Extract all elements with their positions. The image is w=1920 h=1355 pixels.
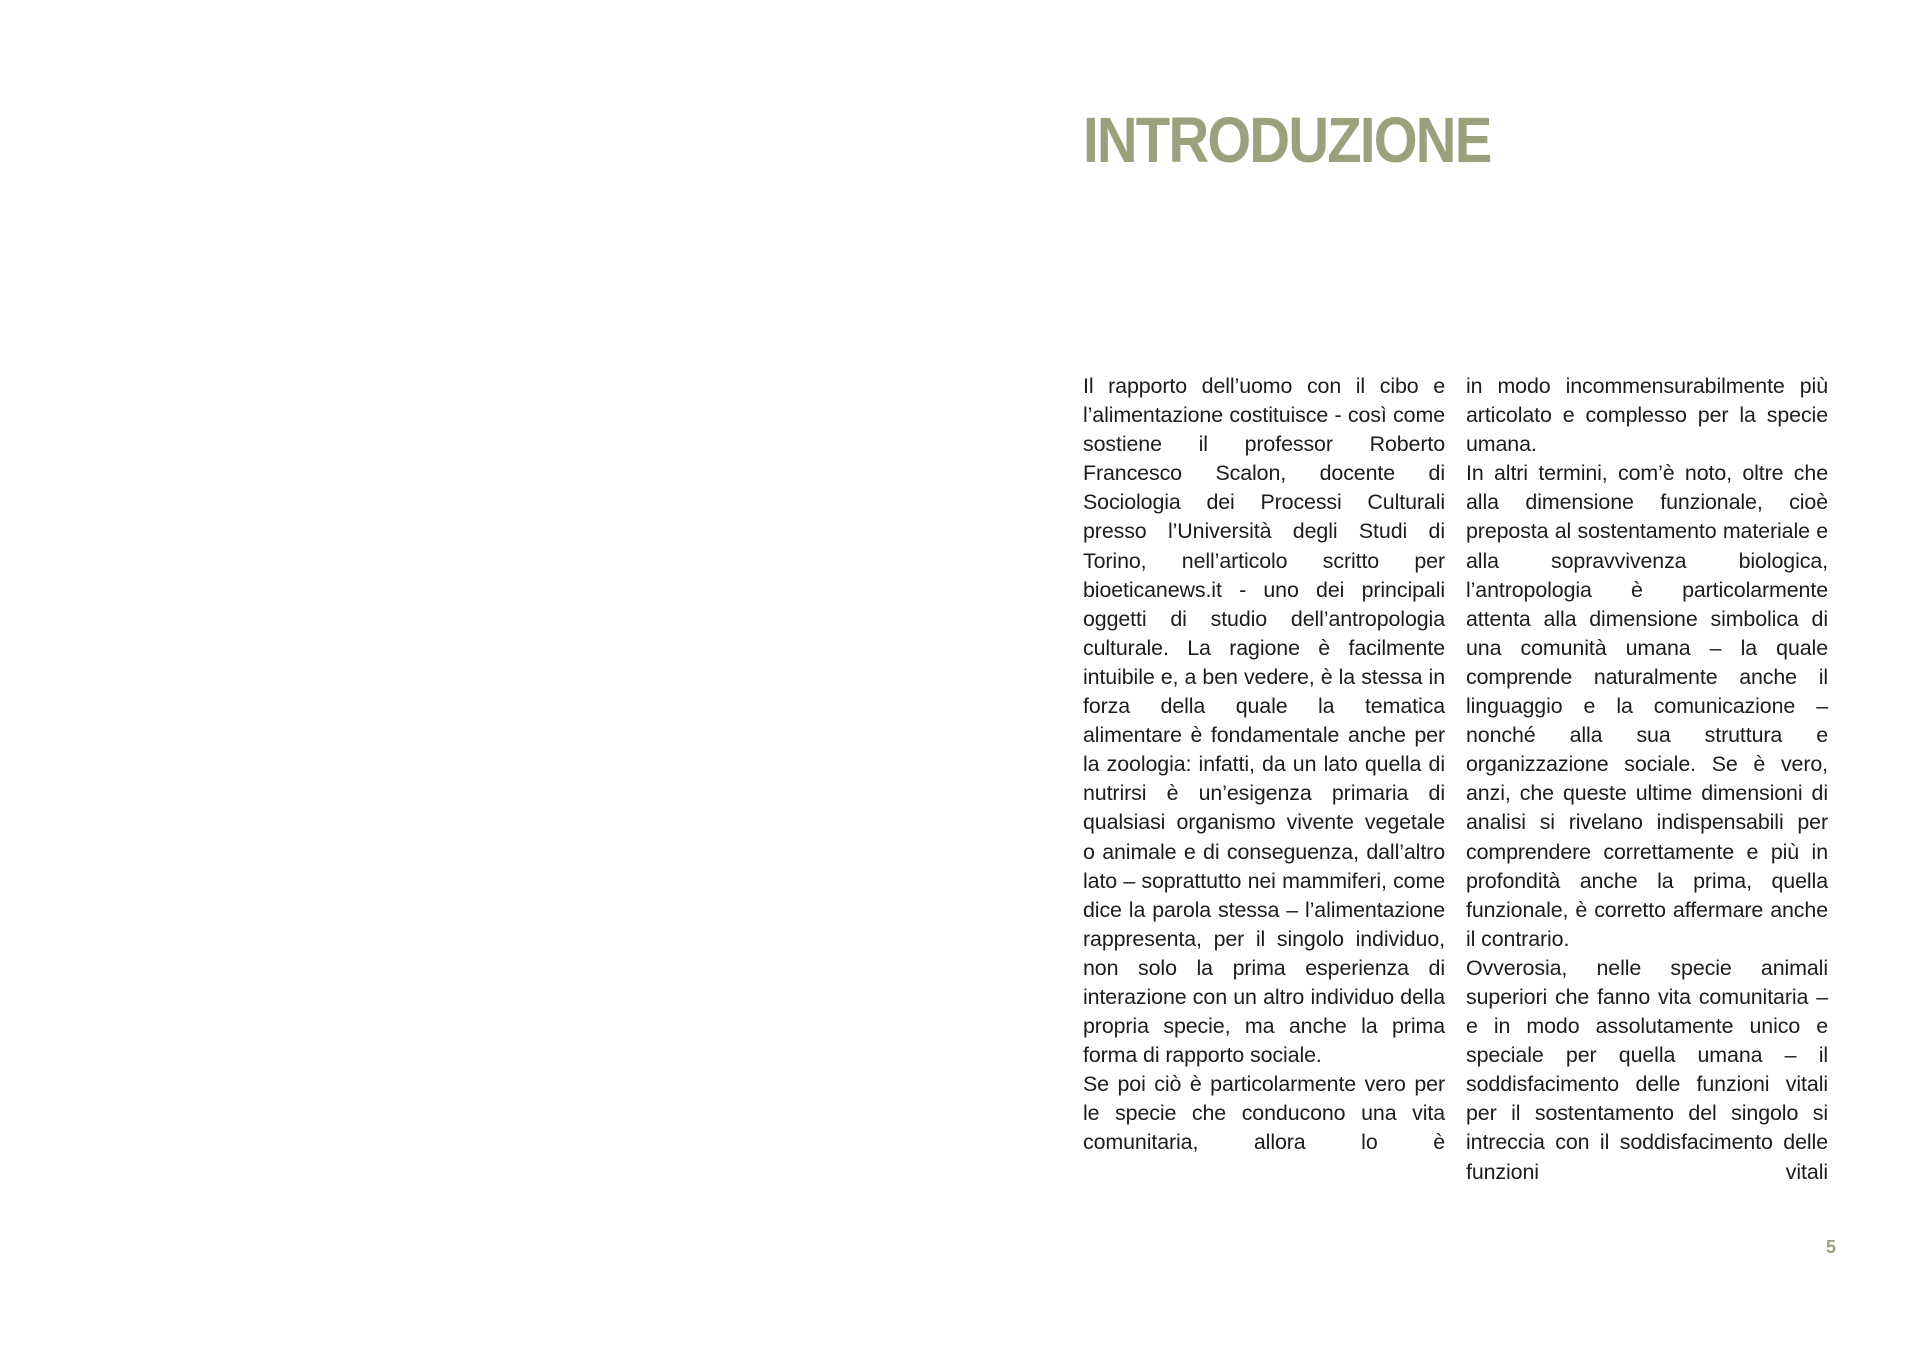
text-column-right [1466,372,1828,1187]
paragraph: In altri termini, com’è noto, oltre che alla dimensione funzionale, cioè preposta al sostentamento materiale e alla sopravvivenza biologica, l’antropologia è particolarmente attenta alla dimensione simbolica di una comunità umana – la quale comprende naturalmente anche il linguaggio e la comunicazione – nonché alla sua struttura e organizzazione sociale. Se è vero, anzi, che queste ultime dimensioni di analisi si rivelano indispensabili per comprendere correttamente e più in profondità anche la prima, quella funzionale, è corretto affermare anche il contrario. [1466,461,1828,951]
page-number: 5 [1825,1237,1836,1257]
paragraph: Il rapporto dell’uomo con il cibo e l’alimentazione costituisce - così come sostiene il professor Roberto Francesco Scalon, docente di Sociologia dei Processi Culturali presso l’Università degli Studi di Torino, nell’articolo scritto per bioeticanews.it - uno dei principali oggetti di studio dell’antropologia culturale. La ragione è facilmente intuibile e, a ben vedere, è la stessa in forza della quale la tematica alimentare è fondamentale anche per la zoologia: infatti, da un lato quella di nutrirsi è un’esigenza primaria di qualsiasi organismo vivente vegetale o animale e di conseguenza, dall’altro lato – soprattutto nei mammiferi, come dice la parola stessa – l’alimentazione rappresenta, per il singolo individuo, non solo la prima esperienza di interazione con un altro individuo della propria specie, ma anche la prima forma di rapporto sociale. [1083,374,1445,1068]
page-title: INTRODUZIONE [1083,104,1491,176]
paragraph: Se poi ciò è particolarmente vero per le specie che conducono una vita comunitaria, allora lo è [1083,1072,1445,1155]
text-column-left [1083,372,1445,1158]
paragraph: in modo incommensurabilmente più articolato e complesso per la specie umana. [1466,374,1828,457]
paragraph: Ovverosia, nelle specie animali superiori che fanno vita comunitaria – e in modo assolutamente unico e speciale per quella umana – il soddisfacimento delle funzioni vitali per il sostentamento del singolo si intreccia con il soddisfacimento delle funzioni vitali [1466,955,1828,1184]
